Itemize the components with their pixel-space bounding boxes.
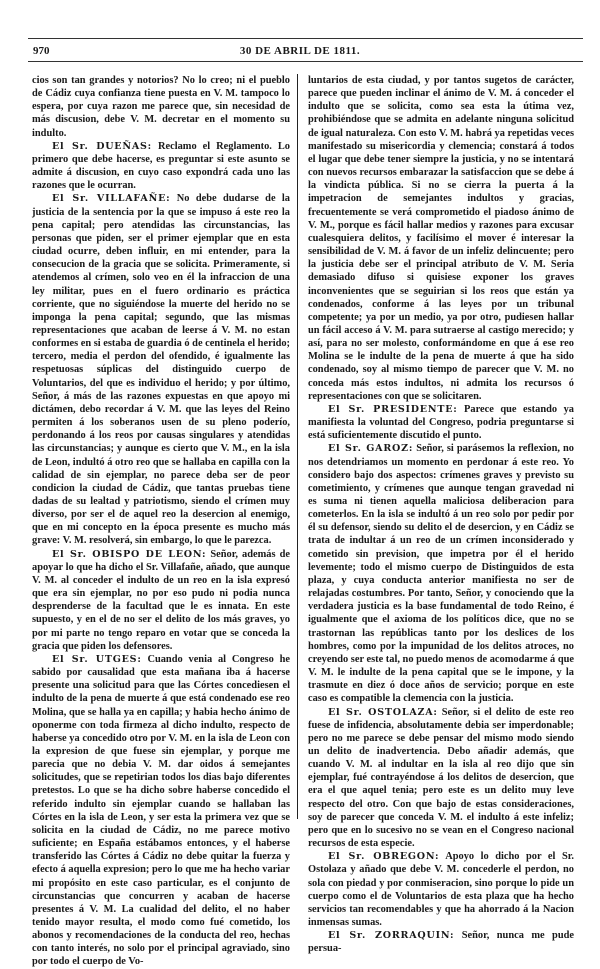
page-date-header: 30 DE ABRIL DE 1811. <box>239 45 361 57</box>
speaker-name: El Sr. GAROZ: <box>328 443 414 455</box>
speaker-name: El Sr. PRESIDENTE: <box>328 403 458 415</box>
paragraph-text: Señor, nunca me pude persua- <box>308 930 575 955</box>
speaker-name: El Sr. ZORRAQUIN: <box>328 930 455 942</box>
paragraph <box>308 706 574 851</box>
left-column <box>32 74 290 969</box>
paragraph-text: No debe dudarse de la justicia de la sentencia por la que se impuso á este reo la pena capital; pero atendidas las circunstancias, las personas que piden, ser el primer ejemplar que en esta ciudad ocurre, deben influir, en mi entender, para la consecucion de la gracia que se solicita. Primeramente, si atendemos al crímen, solo veo en él la infraccion de una ley militar, pues en el fuero ordinario es práctica corriente, que no siguiéndose la muerte del herido no se imponga la pena capital; segundo, que las mismas representaciones que acaban de leerse á V. M. no estan conformes en si estaba de guardia ó de centinela el herido; tercero, media el perdon del ofendido, é igualmente las respetuosas súplicas del distinguido cuerpo de Voluntarios, del que es individuo el herido; y por último, Señor, á más de las razones expuestas en que apoyo mi dictámen, debo recordar á V. M. que las leyes del Reino permiten á los soberanos usen de su pleno poderío, perdonando á los reos por causas singulares y atendidas las circunstancias; y aunque es cierto que V. M., en la isla de Leon, indultó á otro reo que se hallaba en capilla con la calidad de sin ejemplar, no parece deba ser de peor condicion la ciudad de Cádiz, que tantas pruebas tiene dadas de su lealtad y patriotismo, siendo el crímen muy diverso, por ser el de aquel reo la desercion al enemigo, que en mi concepto en la época presente es mucho más grave: V. M. resolverá, sin embargo, lo que le parezca. <box>32 193 291 547</box>
paragraph-text: Apoyo lo dicho por el Sr. Ostolaza y añado que debe V. M. concederle el perdon, no sola con piedad y por conmiseracion, sino porque lo pide un cuerpo como el de Voluntarios de esta plaza que ha hecho servicios tan recomendables y que ha ahorrado á la Nacion inmensas sumas. <box>308 851 574 928</box>
paragraph-text: Reclamo el Reglamento. Lo primero que debe hacerse, es preguntar si este asunto se admite á discusion, en cuyo caso expondrá cada uno las razones que le ocurran. <box>32 140 290 192</box>
speaker-name: El Sr. DUEÑAS: <box>52 140 152 152</box>
speaker-name: El Sr. UTGES: <box>52 653 142 665</box>
paragraph-text: cios son tan grandes y notorios? No lo creo; ni el pueblo de Cádiz cuya confianza tiene puesta en V. M. tampoco lo espera, por cuya razon me parece que, sin necesidad de más discusion, debe V. M. decretar en el momento su indulto. <box>32 75 290 139</box>
paragraph-text: Parece que estando ya manifiesta la voluntad del Congreso, podria preguntarse si está suficientemente discutido el punto. <box>308 403 574 442</box>
speaker-name: El Sr. OSTOLAZA: <box>328 706 438 718</box>
column-divider <box>297 74 298 819</box>
header-bottom-rule <box>28 61 583 62</box>
paragraph <box>32 140 290 193</box>
paragraph <box>308 929 574 955</box>
paragraph-text: Señor, si parásemos la reflexion, no nos detendriamos un momento en perdonar á este reo. Yo considero bajo dos aspectos: crímenes graves y previsto su cometimiento, y crímenes que aunque tengan gravedad ni es suma ni tienen aquella maliciosa deliberacion para cometerlos. En la isla se indultó á un reo solo por pedir por él su defensor, siendo su delito el de desercion, y en Cádiz se trata de indultar á un reo de un crímen inconsiderado y cometido sin prevision, que impetra por él el herido levemente; todo el mismo cuerpo de Distinguidos de esta plaza, y cuya conducta anterior manifiesta no ser de relajadas costumbres. Por tanto, Señor, y conociendo que la verdadera justicia es la base fundamental de todo Reino, é igualmente que el axioma de los políticos dice, que no se trastornan las repúblicas tanto por los deslices de los hombres, como por la impunidad de los delitos atroces, no creyendo ser este tal, no puedo menos de acomodarme á que V. M. le indulte de la pena capital que se le impone, y la trasmute en diez ó doce años de servicio; porque en este caso es compatible la clemencia con la justicia. <box>308 443 574 705</box>
paragraph <box>32 653 290 969</box>
paragraph <box>308 74 574 403</box>
speaker-name: El Sr. VILLAFAÑE: <box>52 193 171 205</box>
page-number: 970 <box>33 45 50 57</box>
speaker-name: El Sr. OBISPO DE LEON: <box>52 548 207 560</box>
paragraph-text: luntarios de esta ciudad, y por tantos sugetos de carácter, parece que pueden inclinar el ánimo de V. M. á conceder el indulto que se solicita, como sea esta la útima vez, prohibiéndose que se admita en adelante ninguna solicitud de igual naturaleza. Con esto V. M. habrá ya repetidas veces manifestado su misericordia y clemencia; constará á todos el lugar que debe tener siempre la justicia, y no se intentará con nuevos recursos embarazar la satisfaccion que se debe á la vindicta pública. Si no se cierra la puerta á la impetracion de semejantes indultos y gracias, frecuentemente se verá comprometido el piadoso ánimo de V. M., porque es fácil hallar medios y razones para excusar cualesquiera delitos, y facilísimo el mover é interesar la sensibilidad de V. M. á favor de un infeliz delincuente; pero la justicia debe ser el principal atributo de V. M. Seria demasiado difuso si quisiese exponer los graves inconvenientes que se seguirian si los reos que están ya condenados, conforme á las leyes por un tribunal competente; ya por un medio, ya por otro, pudiesen hallar un fácil acceso á V. M. para sutraerse al castigo merecido; y así, para no ser molesto, conformándome en que á ese reo Molina se le indulte de la pena de muerte á que ha sido condenado, soy al mismo tiempo de parecer que V. M. no conceda más estos indultos, ni admita los recursos ó representaciones con que se solicitaren. <box>308 75 574 402</box>
paragraph <box>32 548 290 653</box>
paragraph-text: Señor, si el delito de este reo fuese de infidencia, absolutamente debia ser imperdonable; pero no me parece se debe pensar del mismo modo siendo un delito de inadvertencia. Debo añadir además, que cuando V. M. al indultar en la isla al reo dijo que sin ejemplar, fué contrayéndose á los delitos de desercion, que era el que aquel tenia; pero este es un delito muy leve respecto del otro. Con que bajo de estas consideraciones, soy de parecer que conceda V. M. el indulto á este infeliz; pero que en lo sucesivo no se vean en el Congreso nacional recursos de esta especie. <box>308 706 574 850</box>
paragraph <box>308 442 574 705</box>
right-column <box>308 74 574 955</box>
paragraph-text: Cuando venia al Congreso he sabido por causalidad que esta mañana iba á hacerse presente una solicitud para que las Córtes concediesen el indulto de la pena de muerte á que está condenado ese reo Molina, que se halla ya en capilla; y habia hecho ánimo de oponerme con toda firmeza al dicho indulto, respecto de haberse ya concedido otro por V. M. en la isla de Leon con la expresion de que fuese sin ejemplar, y porque me parecia que no debia V. M. dar oidos á semejantes solicitudes, que se repetirian todos los dias bajo diferentes pretestos. Lo que se ha dicho sobre haberse concedido el referido indulto sin ejemplar cuando se hallaban las Córtes en la isla de Leon, y ser esta la primera vez que se solicita en la ciudad de Cádiz, no me parece motivo suficiente; en España estábamos entonces, y el haberse transferido las Córtes á Cádiz no debe quitar la fuerza y efecto á aquella expresion; pero lo que me ha hecho variar mi propósito en este caso particular, es el conjunto de circunstancias que concurren y acaban de hacerse presentes á V. M. La cualidad del delito, el no haber tenido mayor resulta, el modo como fué cometido, los abonos y recomendaciones de la conducta del reo, hechas con tanto interés, no solo por el principal agraviado, sino por todo el cuerpo de Vo- <box>32 653 290 968</box>
paragraph <box>308 850 574 929</box>
paragraph-text: Señor, además de apoyar lo que ha dicho el Sr. Villafañe, añado, que aunque V. M. al conceder el indulto de un reo en la isla expresó que era sin ejemplar, no por eso pudo ni podia nunca desprenderse de la facultad que le es innata. En este supuesto, y en el de no ser el delito de los más graves, yo por mi parte no tengo reparo en votar que se conceda la gracia que piden los defensores. <box>32 548 290 652</box>
paragraph <box>32 74 290 140</box>
header-top-rule <box>28 38 583 39</box>
speaker-name: El Sr. OBREGON: <box>328 851 440 863</box>
paragraph <box>308 403 574 442</box>
paragraph <box>32 192 290 547</box>
